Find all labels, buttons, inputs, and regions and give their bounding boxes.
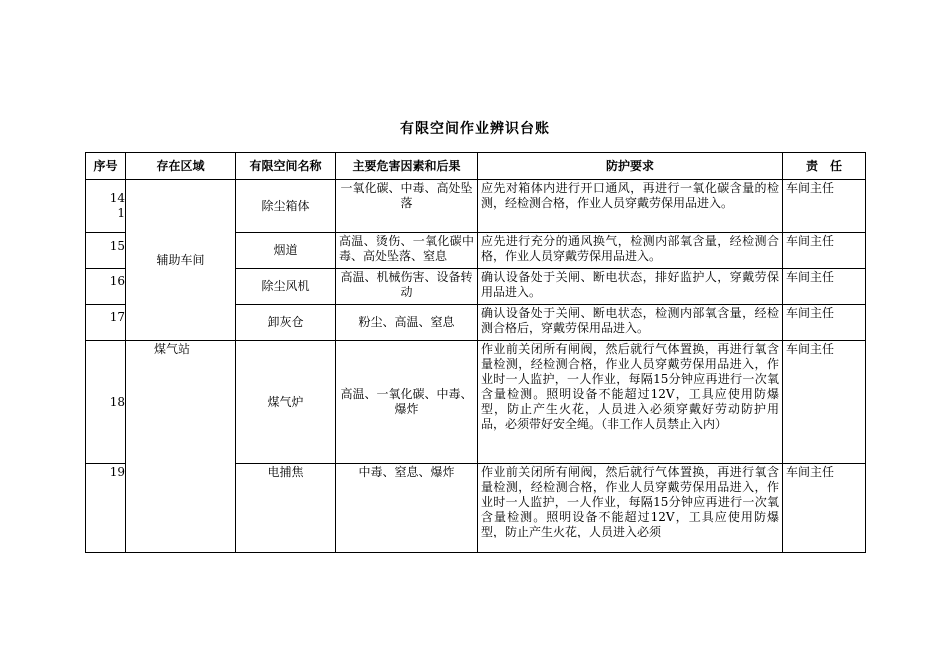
requirement-cell: 应先对箱体内进行开口通风，再进行一氧化碳含量的检测，经检测合格，作业人员穿戴劳保用品进入。 xyxy=(478,180,783,233)
seq-value: 18 xyxy=(109,394,125,409)
area-cell: 煤气站 xyxy=(126,341,236,553)
confined-space-table xyxy=(85,152,866,553)
responsible-cell: 车间主任 xyxy=(783,180,866,233)
hazard-cell: 中毒、窒息、爆炸 xyxy=(336,464,478,553)
seq-value: 15 xyxy=(109,239,125,253)
seq-cell xyxy=(86,341,126,464)
seq-value: 14 1 xyxy=(109,191,125,220)
requirement-cell: 确认设备处于关闸、断电状态，排好监护人，穿戴劳保用品进入。 xyxy=(478,269,783,305)
header-seq: 序号 xyxy=(86,153,126,180)
requirement-cell: 应先进行充分的通风换气，检测内部氧含量，经检测合格，作业人员穿戴劳保用品进入。 xyxy=(478,233,783,269)
responsible-cell: 车间主任 xyxy=(783,305,866,341)
seq-cell xyxy=(86,180,126,233)
responsible-cell: 车间主任 xyxy=(783,233,866,269)
seq-value: 17 xyxy=(109,310,125,324)
seq-cell xyxy=(86,233,126,269)
header-row xyxy=(86,153,866,180)
seq-cell xyxy=(86,464,126,553)
space-name-cell: 除尘箱体 xyxy=(236,180,336,233)
hazard-cell: 高温、烫伤、一氧化碳中毒、高处坠落、窒息 xyxy=(336,233,478,269)
space-name-cell: 卸灰仓 xyxy=(236,305,336,341)
area-cell: 辅助车间 xyxy=(126,180,236,341)
responsible-cell: 车间主任 xyxy=(783,341,866,464)
header-space-name: 有限空间名称 xyxy=(236,153,336,180)
requirement-text: 作业前关闭所有闸阀，然后就行气体置换，再进行氧含量检测，经检测合格，作业人员穿戴劳保用品进入，作业时一人监护，一人作业，每隔15分钟应再进行一次氧含量检测。照明设备不能超过12V，工具应使用防爆型，防止产生火花，人员进入必须 xyxy=(481,465,779,538)
hazard-cell: 高温、机械伤害、设备转动 xyxy=(336,269,478,305)
requirement-cell: 确认设备处于关闸、断电状态，检测内部氧含量，经检测合格后，穿戴劳保用品进入。 xyxy=(478,305,783,341)
header-hazards: 主要危害因素和后果 xyxy=(336,153,478,180)
space-name-cell: 煤气炉 xyxy=(236,341,336,464)
header-area: 存在区域 xyxy=(126,153,236,180)
requirement-cell: 作业前关闭所有闸阀，然后就行气体置换，再进行氧含量检测，经检测合格，作业人员穿戴劳保用品进入，作业时一人监护，一人作业，每隔15分钟应再进行一次氧含量检测。照明设备不能超过12V，工具应使用防爆型，防止产生火花，人员进入必须穿戴好劳动防护用品，必须带好安全绳。（非工作人员禁止入内） xyxy=(478,341,783,464)
seq-cell xyxy=(86,269,126,305)
space-name-cell: 烟道 xyxy=(236,233,336,269)
responsible-cell: 车间主任 xyxy=(783,464,866,553)
seq-cell xyxy=(86,305,126,341)
header-protection: 防护要求 xyxy=(478,153,783,180)
header-responsible: 责 任 xyxy=(783,153,866,180)
table-row xyxy=(86,341,866,464)
seq-value: 19 xyxy=(109,465,125,479)
hazard-cell: 一氧化碳、中毒、高处坠落 xyxy=(336,180,478,233)
space-name-cell: 除尘风机 xyxy=(236,269,336,305)
requirement-cell xyxy=(478,464,783,553)
table-row xyxy=(86,180,866,233)
document-title: 有限空间作业辨识台账 xyxy=(400,121,550,137)
hazard-cell: 高温、一氧化碳、中毒、爆炸 xyxy=(336,341,478,464)
space-name-cell: 电捕焦 xyxy=(236,464,336,553)
seq-value: 16 xyxy=(109,274,125,288)
hazard-cell: 粉尘、高温、窒息 xyxy=(336,305,478,341)
responsible-cell: 车间主任 xyxy=(783,269,866,305)
